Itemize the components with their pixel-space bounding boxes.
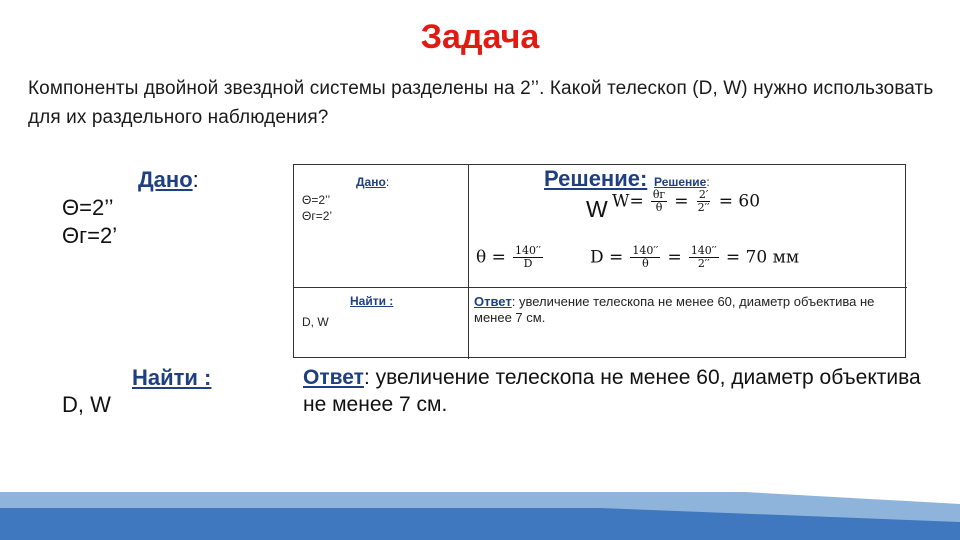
w-fraction-1: $\frac{\theta г}{\theta}$ [652,188,666,214]
theta-formula-lhs: θ = [476,247,506,268]
table-given-colon: : [385,175,390,189]
w-formula-eq: = [674,191,689,212]
find-block [62,364,211,418]
solution-label: Решение: [544,166,648,191]
footer-band [0,492,960,540]
table-given-heading [356,175,389,189]
find-label: Найти : [132,365,212,390]
given-label: Дано [138,167,193,192]
d-fraction-2: $\frac{140''}{2''}$ [690,244,717,270]
solution-heading [544,166,647,192]
table-answer-text: : увеличение телескопа не менее 60, диаметр объектива не менее 7 см. [474,294,875,325]
w-overlay-letter: W [586,196,608,222]
d-formula-eq: = [667,247,682,268]
w-formula [612,189,760,214]
given-heading [62,166,199,194]
table-answer-label: Ответ [474,294,512,309]
given-block [62,166,199,250]
w-formula-result: = 60 [718,191,761,212]
w-formula-lhs: W= [612,191,644,212]
table-find-label: Найти : [350,294,394,308]
problem-statement: Компоненты двойной звездной системы разделены на 2’’. Какой телескоп (D, W) нужно использовать для их раздельного наблюдения? [28,78,934,128]
w-fraction-2: $\frac{2'}{2''}$ [697,188,710,214]
given-colon: : [192,167,199,192]
theta-formula [476,245,545,270]
table-given-line-1: Θ=2’’ [302,193,331,207]
answer-text: : увеличение телескопа не менее 60, диаметр объектива не менее 7 см. [303,366,921,416]
table-solution-heading [654,175,710,189]
d-formula-lhs: D = [590,247,624,268]
find-heading [62,364,211,391]
d-formula-result: = 70 мм [725,247,800,268]
d-formula [590,245,799,270]
given-line-2: Θг=2’ [62,223,118,248]
table-find-value: D, W [302,315,329,329]
given-line-1: Θ=2’’ [62,195,114,220]
answer-label: Ответ [303,366,364,389]
d-fraction-1: $\frac{140''}{\theta}$ [632,244,659,270]
answer-block [303,364,923,418]
table-given-label: Дано [356,175,386,189]
table-solution-label: Решение [654,175,707,189]
table-given-line-2: Θг=2’ [302,209,333,223]
solution-table-image [293,164,906,358]
table-solution-colon: : [706,175,710,189]
table-find-heading [350,294,393,308]
table-horizontal-divider [294,287,907,288]
slide-title: Задача [420,18,540,56]
table-vertical-divider [468,165,469,359]
find-value: D, W [62,392,111,417]
theta-fraction: $\frac{140''}{D}$ [514,244,541,270]
table-answer [474,294,902,326]
